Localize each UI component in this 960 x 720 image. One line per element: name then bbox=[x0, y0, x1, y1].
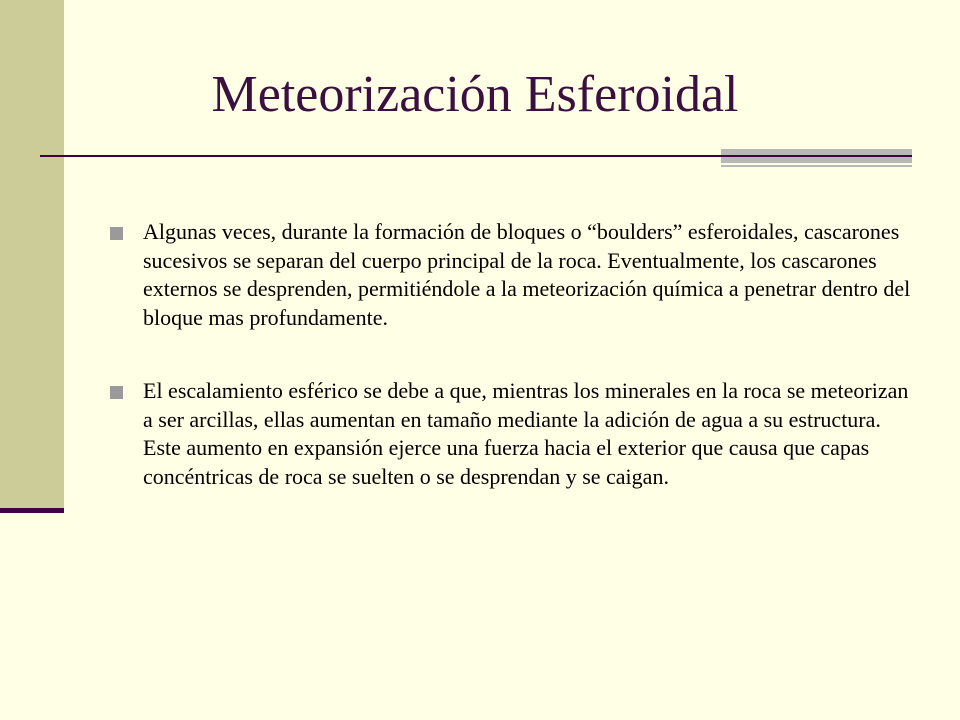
square-bullet-icon bbox=[110, 227, 123, 240]
square-bullet-icon bbox=[110, 386, 123, 399]
bullet-text-2: El escalamiento esférico se debe a que, mientras los minerales en la roca se meteorizan a ser arcillas, ellas aumentan en tamaño mediante la adición de agua a su estructura. Este aumento en expansión ejerce una fuerza hacia el exterior que causa que capas concéntricas de roca se suelten o se desprendan y se caigan. bbox=[143, 378, 909, 489]
title-accent-stripes bbox=[721, 149, 912, 167]
side-decoration-rule bbox=[0, 508, 64, 513]
slide-title: Meteorización Esferoidal bbox=[211, 66, 739, 123]
bullet-list bbox=[107, 218, 917, 491]
bullet-item-1 bbox=[107, 218, 917, 332]
bullet-text-1: Algunas veces, durante la formación de bloques o “boulders” esferoidales, cascarones sucesivos se separan del cuerpo principal de la roca. Eventualmente, los cascarones externos se desprenden, permitiéndole a la meteorización química a penetrar dentro del bloque mas profundamente. bbox=[143, 219, 911, 330]
bullet-item-2 bbox=[107, 377, 917, 491]
